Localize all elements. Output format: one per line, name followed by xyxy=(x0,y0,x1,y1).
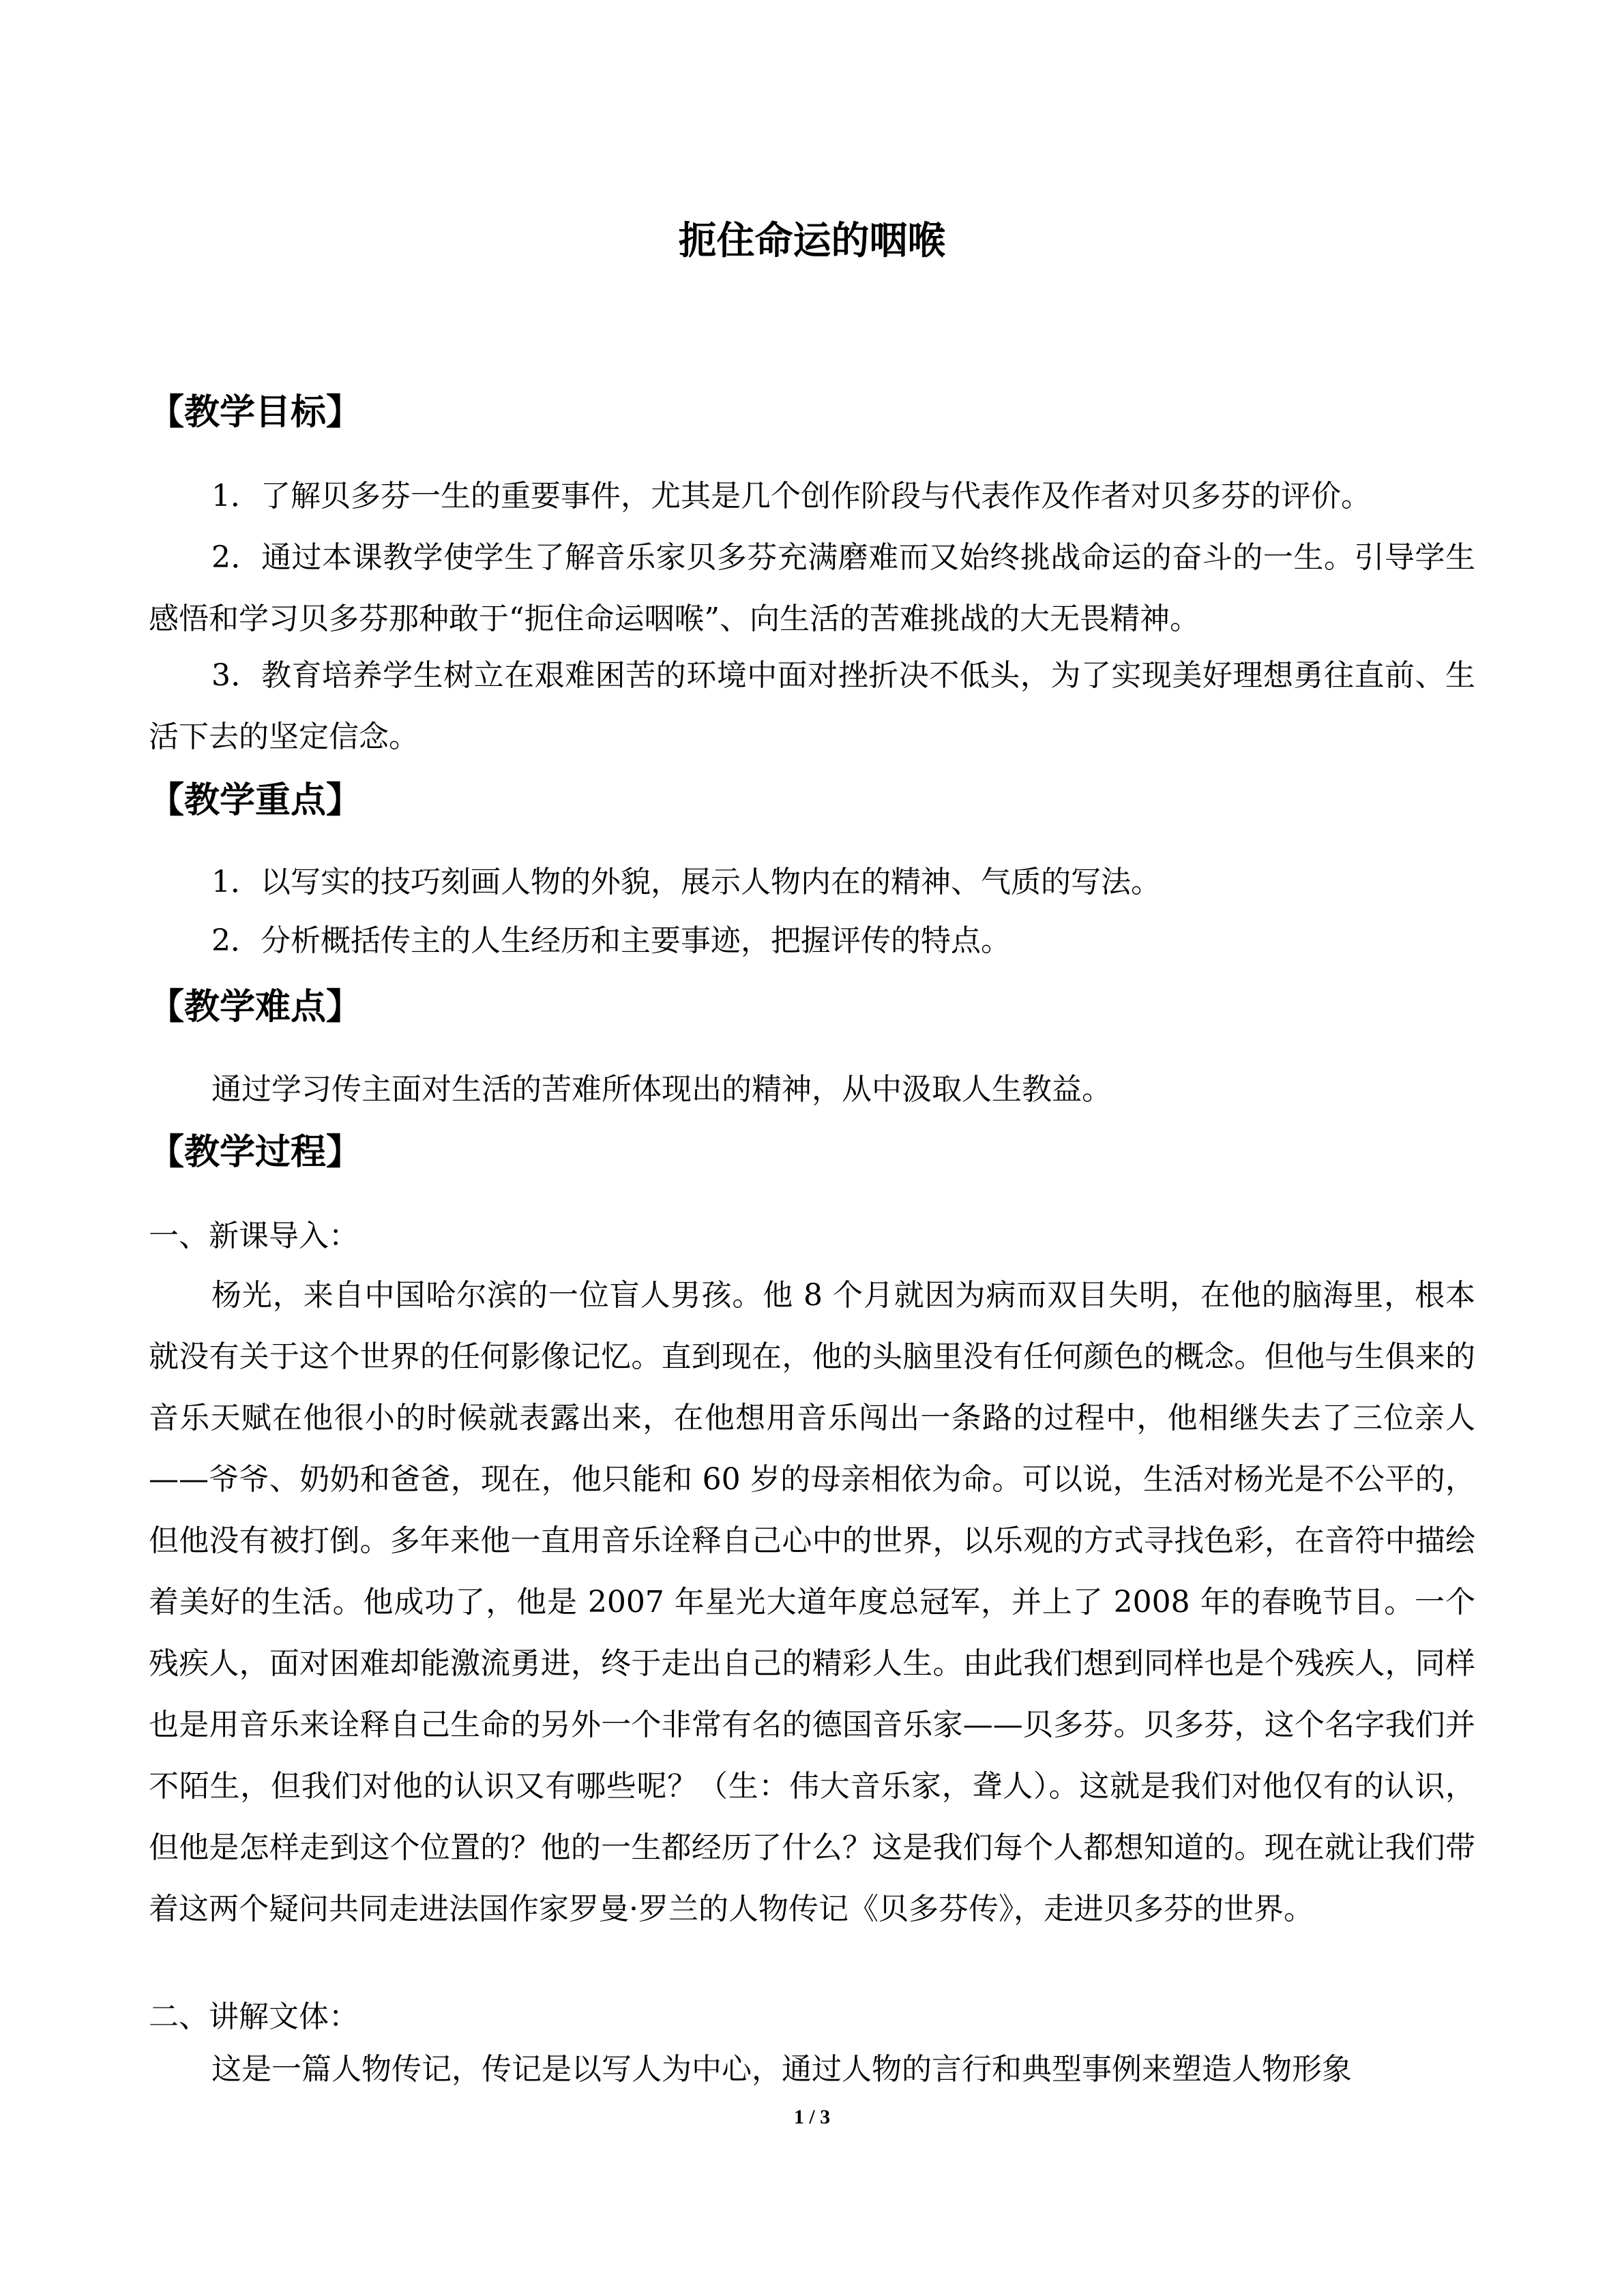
process-paragraph-genre: 这是一篇人物传记，传记是以写人为中心，通过人物的言行和典型事例来塑造人物形象 xyxy=(211,2052,1352,2087)
section-heading-goals xyxy=(149,389,361,436)
section-heading-process-label: 教学过程 xyxy=(184,1132,327,1173)
goal-item-3: 3．教育培养学生树立在艰难困苦的环境中面对挫折决不低头，为了实现美好理想勇往直前、生活下去的坚定信念。 xyxy=(149,658,1475,754)
section-heading-focus-label: 教学重点 xyxy=(184,780,327,821)
focus-item-1: 1．以写实的技巧刻画人物的外貌，展示人物内在的精神、气质的写法。 xyxy=(211,865,1161,899)
goal-item-2: 2．通过本课教学使学生了解音乐家贝多芬充满磨难而又始终挑战命运的奋斗的一生。引导学生感悟和学习贝多芬那种敢于“扼住命运咽喉”、向生活的苦难挑战的大无畏精神。 xyxy=(149,540,1475,636)
document-title: 扼住命运的咽喉 xyxy=(678,219,946,263)
section-heading-focus xyxy=(149,777,361,824)
section-heading-process xyxy=(149,1129,361,1176)
section-heading-difficulty xyxy=(149,984,361,1030)
page-number: 1 / 3 xyxy=(793,2106,831,2128)
focus-item-2: 2．分析概括传主的人生经历和主要事迹，把握评传的特点。 xyxy=(211,923,1011,958)
process-paragraph-intro: 杨光，来自中国哈尔滨的一位盲人男孩。他 8 个月就因为病而双目失明，在他的脑海里，根本就没有关于这个世界的任何影像记忆。直到现在，他的头脑里没有任何颜色的概念。但他与生俱来的音乐天赋在他很小的时候就表露出来，在他想用音乐闯出一条路的过程中，他相继失去了三位亲人——爷爷、奶奶和爸爸，现在，他只能和 60 岁的母亲相依为命。可以说，生活对杨光是不公平的，但他没有被打倒。多年来他一直用音乐诠释自己心中的世界，以乐观的方式寻找色彩，在音符中描绘着美好的生活。他成功了，他是 2007 年星光大道年度总冠军，并上了 2008 年的春晚节目。一个残疾人，面对困难却能激流勇进，终于走出自己的精彩人生。由此我们想到同样也是个残疾人，同样也是用音乐来诠释自己生命的另外一个非常有名的德国音乐家——贝多芬。贝多芬，这个名字我们并不陌生，但我们对他的认识又有哪些呢？（生：伟大音乐家，聋人）。这就是我们对他仅有的认识，但他是怎样走到这个位置的？他的一生都经历了什么？这是我们每个人都想知道的。现在就让我们带着这两个疑问共同走进法国作家罗曼·罗兰的人物传记《贝多芬传》，走进贝多芬的世界。 xyxy=(149,1278,1475,1926)
process-subheading-intro: 一、新课导入： xyxy=(149,1219,359,1253)
process-subheading-genre: 二、讲解文体： xyxy=(149,1999,359,2034)
goal-item-1: 1．了解贝多芬一生的重要事件，尤其是几个创作阶段与代表作及作者对贝多芬的评价。 xyxy=(211,479,1371,513)
section-heading-difficulty-label: 教学难点 xyxy=(184,987,327,1028)
difficulty-text: 通过学习传主面对生活的苦难所体现出的精神，从中汲取人生教益。 xyxy=(211,1072,1112,1107)
section-heading-goals-label: 教学目标 xyxy=(184,392,327,433)
